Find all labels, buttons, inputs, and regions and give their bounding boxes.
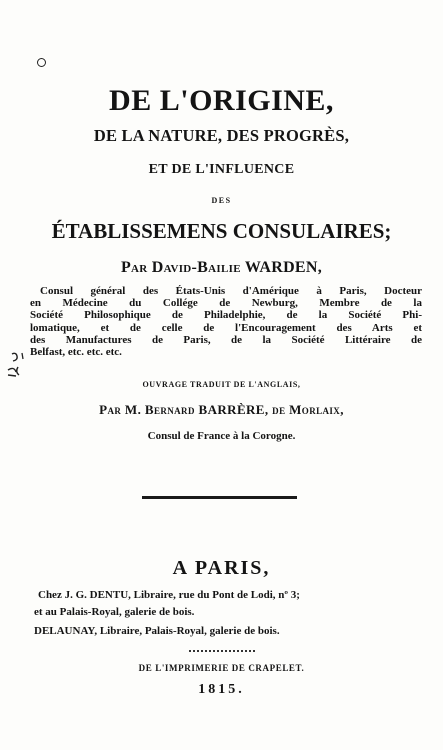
author-line: Par David-Bailie WARDEN, bbox=[120, 259, 323, 276]
credentials-line: lomatique, et de celle de l'Encouragement des Arts et bbox=[30, 321, 422, 334]
handwritten-marginal-note bbox=[6, 350, 36, 384]
credentials-line: des Manufactures de Paris, de la Société Littéraire de bbox=[30, 333, 422, 346]
section-divider bbox=[142, 496, 297, 499]
publication-year: 1815. bbox=[198, 682, 245, 697]
subtitle-line-2: DE LA NATURE, DES PROGRÈS, bbox=[93, 126, 350, 145]
translator-role: Consul de France à la Corogne. bbox=[147, 430, 296, 442]
subtitle-line-3: ET DE L'INFLUENCE bbox=[148, 162, 295, 177]
printer-line: DE L'IMPRIMERIE DE CRAPELET. bbox=[138, 663, 305, 673]
subtitle-line-5: ÉTABLISSEMENS CONSULAIRES; bbox=[51, 219, 392, 243]
credentials-line: Consul général des États-Unis d'Amérique à Paris, Docteur bbox=[40, 285, 422, 297]
imprint-city: A PARIS, bbox=[172, 557, 271, 579]
main-title: DE L'ORIGINE, bbox=[109, 84, 334, 117]
credentials-line: Belfast, etc. etc. etc. bbox=[30, 346, 122, 359]
library-stamp-circle bbox=[37, 58, 46, 67]
translation-note: OUVRAGE TRADUIT DE L'ANGLAIS, bbox=[142, 380, 301, 389]
publisher-line-3: DELAUNAY, Libraire, Palais-Royal, galerie de bois. bbox=[34, 625, 280, 637]
translator-line: Par M. Bernard BARRÈRE, de Morlaix, bbox=[99, 402, 344, 417]
subtitle-line-4: DES bbox=[211, 196, 232, 205]
dotted-divider bbox=[189, 650, 255, 655]
author-credentials bbox=[30, 285, 422, 358]
publisher-line-1: Chez J. G. DENTU, Libraire, rue du Pont de Lodi, nº 3; bbox=[38, 589, 300, 601]
credentials-line: en Médecine du Collége de Newburg, Membre de la bbox=[30, 297, 422, 310]
credentials-line: Société Philosophique de Philadelphie, de la Société Phi- bbox=[30, 309, 422, 322]
publisher-line-2: et au Palais-Royal, galerie de bois. bbox=[34, 606, 195, 618]
